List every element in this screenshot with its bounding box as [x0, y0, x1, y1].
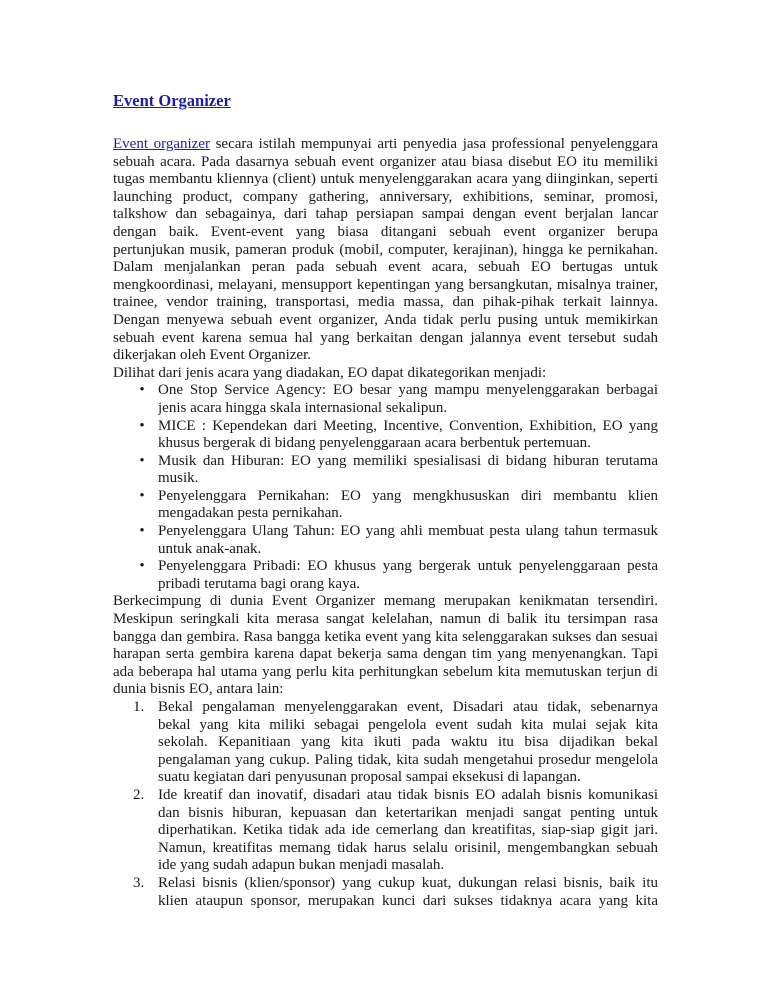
bullet-icon: •	[139, 523, 145, 540]
text-line: sebuah event karena semua hal yang berkaitan dengan jalannya event tersebut sudah	[113, 329, 658, 346]
text-line: ide yang sudah adapun bukan menjadi masalah.	[158, 857, 445, 874]
list-item	[113, 558, 658, 593]
text-line: diperhatikan. Ketika tidak ada ide cemerlang dan kreatifitas, siap-siap gigit jari.	[158, 822, 658, 839]
event-organizer-link[interactable]: Event organizer	[113, 136, 210, 152]
text-line: harapan serta gembira karena dapat bekerja sama dengan tim yang menyenangkan. Tapi	[113, 646, 658, 663]
text-line: Musik dan Hiburan: EO yang memiliki spesialisasi di bidang hiburan terutama	[158, 452, 658, 469]
list-item	[113, 382, 658, 417]
numbered-item	[113, 699, 658, 787]
categories-intro: Dilihat dari jenis acara yang diadakan, EO dapat dikategorikan menjadi:	[113, 364, 547, 381]
text-line: bangga dan gembira. Rasa bangga ketika event yang kita selenggarakan sukses dan sesuai	[113, 628, 658, 645]
text-line: pengalaman yang cukup. Paling tidak, kita sudah mengetahui prosedur mengelola	[158, 751, 658, 768]
text-line: dan bisnis hiburan, kepuasan dan ketertarikan menjadi sangat penting untuk	[158, 804, 658, 821]
list-item	[113, 523, 658, 558]
text-line: bekal yang kita miliki sebagai pengelola event sudah kita mulai sejak kita	[158, 716, 658, 733]
text-line: khusus bergerak di bidang penyelenggaraan acara berbentuk pertemuan.	[158, 435, 591, 452]
text-line: musik.	[158, 470, 199, 487]
item-number: 1.	[133, 699, 145, 715]
text-line: One Stop Service Agency: EO besar yang mampu menyelenggarakan berbagai	[158, 382, 658, 399]
text-line: mengadakan pesta pernikahan.	[158, 505, 343, 522]
text-line: Relasi bisnis (klien/sponsor) yang cukup kuat, dukungan relasi bisnis, baik itu	[158, 874, 658, 891]
text-line: launching product, company gathering, anniversary, exhibitions, seminar, promosi,	[113, 188, 658, 205]
text-line: Dengan menyewa sebuah event organizer, Anda tidak perlu pusing untuk memikirkan	[113, 311, 658, 328]
document-title-link[interactable]: Event Organizer	[113, 91, 231, 110]
text-line: Meskipun seringkali kita merasa sangat kelelahan, namun di balik itu tersimpan rasa	[113, 611, 658, 628]
bullet-icon: •	[139, 417, 145, 434]
bullet-icon: •	[139, 452, 145, 469]
numbered-list	[113, 699, 658, 910]
intro-paragraph	[113, 154, 658, 365]
text-line: Ide kreatif dan inovatif, disadari atau tidak bisnis EO adalah bisnis komunikasi	[158, 786, 658, 803]
text-line: sekolah. Kepanitiaan yang kita ikuti pada waktu itu bisa dijadikan bekal	[158, 734, 658, 751]
text-line: Penyelenggara Pernikahan: EO yang mengkhususkan diri membantu klien	[158, 487, 658, 504]
list-item	[113, 488, 658, 523]
paragraph-2	[113, 593, 658, 699]
text-line: ada beberapa hal utama yang perlu kita perhitungkan sebelum kita memutuskan terjun di	[113, 663, 658, 680]
text-line: klien ataupun sponsor, merupakan kunci dari sukses tidaknya acara yang kita	[158, 892, 658, 909]
text-line: mengkoordinasi, melayani, mensupport kepentingan yang bersangkutan, misalnya trainer,	[113, 276, 658, 293]
text-line: dengan baik. Event-event yang biasa ditangani sebuah event organizer berupa	[113, 223, 658, 240]
text-line: Penyelenggara Pribadi: EO khusus yang bergerak untuk penyelenggaraan pesta	[158, 558, 658, 575]
text-line: dikerjakan oleh Event Organizer.	[113, 347, 311, 364]
item-number: 2.	[133, 786, 145, 803]
intro-text: secara istilah mempunyai arti penyedia jasa professional penyelenggara	[215, 136, 658, 152]
text-line: sebuah acara. Pada dasarnya sebuah event organizer atau biasa disebut EO itu memiliki	[113, 153, 658, 170]
bullet-icon: •	[139, 382, 145, 399]
text-line: talkshow dan sebagainya, dari tahap persiapan sampai dengan event berjalan lancar	[113, 206, 658, 223]
numbered-item	[113, 787, 658, 875]
text-line: Dalam menjalankan peran pada sebuah event acara, sebuah EO bertugas untuk	[113, 259, 658, 276]
document-body	[113, 136, 658, 910]
text-line: Berkecimpung di dunia Event Organizer memang merupakan kenikmatan tersendiri.	[113, 593, 658, 610]
text-line: MICE : Kependekan dari Meeting, Incentive, Convention, Exhibition, EO yang	[158, 417, 658, 434]
text-line: suatu kegiatan dari penyusunan proposal sampai eksekusi di lapangan.	[158, 769, 581, 786]
text-line: Namun, kreatifitas memang tidak harus selalu orisinil, mengembangkan sebuah	[158, 839, 658, 856]
bullet-icon: •	[139, 487, 145, 504]
text-line: Penyelenggara Ulang Tahun: EO yang ahli membuat pesta ulang tahun termasuk	[158, 523, 658, 540]
text-line: Bekal pengalaman menyelenggarakan event, Disadari atau tidak, sebenarnya	[158, 699, 658, 715]
text-line: pribadi terutama bagi orang kaya.	[158, 575, 361, 592]
text-line: jenis acara hingga skala internasional sekalipun.	[158, 399, 448, 416]
numbered-item	[113, 875, 658, 910]
text-line: pertunjukan musik, pameran produk (mobil, computer, kerajinan), hingga ke pernikahan.	[113, 241, 658, 258]
text-line: dunia bisnis EO, antara lain:	[113, 681, 284, 698]
list-item	[113, 453, 658, 488]
bullet-icon: •	[139, 558, 145, 575]
intro-line	[113, 136, 658, 154]
text-line: tugas membantu kliennya (client) untuk menyelenggarakan acara yang diinginkan, seperti	[113, 171, 658, 188]
category-bullet-list	[113, 382, 658, 593]
text-line: trainee, vendor training, transportasi, media massa, dan pihak-pihak terkait lainnya.	[113, 294, 658, 311]
text-line: untuk anak-anak.	[158, 540, 262, 557]
item-number: 3.	[133, 874, 145, 891]
list-item	[113, 418, 658, 453]
document-page	[113, 90, 658, 910]
